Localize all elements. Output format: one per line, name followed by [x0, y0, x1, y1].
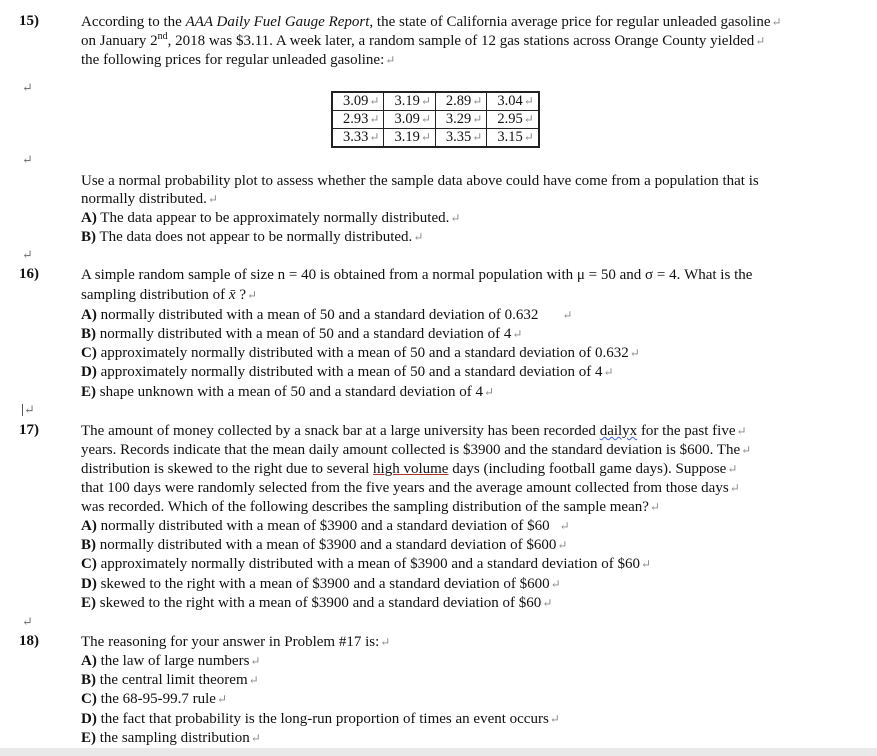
table-row	[332, 111, 539, 129]
question-18-option-a: A) the law of large numbers↵	[81, 653, 261, 669]
return-mark-icon: ↵	[22, 614, 33, 629]
question-17-line-1: The amount of money collected by a snack bar at a large university has been recorded dailyx for the past five↵	[81, 423, 747, 439]
question-17-line-3: distribution is skewed to the right due to several high volume days (including football game days). Suppose↵	[81, 461, 738, 477]
question-16-line-1: A simple random sample of size n = 40 is obtained from a normal population with μ = 50 and σ = 4. What is the	[81, 267, 753, 283]
question-18-line-1: The reasoning for your answer in Problem #17 is:↵	[81, 634, 391, 650]
question-18-option-c: C) the 68-95-99.7 rule↵	[81, 691, 228, 707]
question-17-line-2: years. Records indicate that the mean daily amount collected is $3900 and the standard deviation is $600. The↵	[81, 442, 752, 458]
text-cursor-icon	[22, 404, 23, 416]
question-16-option-a: A) normally distributed with a mean of 50 and a standard deviation of 0.632 ↵	[81, 307, 573, 323]
question-15-line-3: the following prices for regular unleaded gasoline:↵	[81, 52, 396, 68]
question-17-option-d: D) skewed to the right with a mean of $3900 and a standard deviation of $600↵	[81, 576, 561, 592]
question-18-option-e: E) the sampling distribution↵	[81, 730, 261, 746]
table-cell: 3.09↵	[332, 92, 384, 111]
question-15-prompt-1: Use a normal probability plot to assess whether the sample data above could have come from a population that is	[81, 173, 759, 189]
return-mark-icon: ↵	[22, 247, 33, 262]
return-mark-icon: ↵	[24, 402, 35, 417]
return-mark-icon: ↵	[22, 152, 33, 167]
question-17-option-c: C) approximately normally distributed with a mean of $3900 and a standard deviation of $60↵	[81, 556, 652, 572]
question-16-number: 16)	[19, 266, 39, 282]
return-mark-icon: ↵	[385, 53, 396, 67]
question-15-option-b: B) The data does not appear to be normally distributed.↵	[81, 229, 424, 245]
table-row	[332, 92, 539, 111]
table-cell: 2.93↵	[332, 111, 384, 129]
table-cell: 3.19↵	[384, 92, 435, 111]
table-cell: 3.29↵	[435, 111, 486, 129]
question-16-line-2: sampling distribution of x̄ ?↵	[81, 287, 258, 303]
question-18-number: 18)	[19, 633, 39, 649]
source-title: AAA Daily Fuel Gauge Report,	[185, 14, 374, 30]
question-15-number: 15)	[19, 13, 39, 29]
grammar-flag-phrase: high volume	[373, 461, 449, 477]
question-17-line-5: was recorded. Which of the following describes the sampling distribution of the sample mean?↵	[81, 499, 660, 515]
question-16-option-c: C) approximately normally distributed with a mean of 50 and a standard deviation of 0.632↵	[81, 345, 640, 361]
question-17-option-e: E) skewed to the right with a mean of $3900 and a standard deviation of $60↵	[81, 595, 553, 611]
table-cell: 2.95↵	[487, 111, 539, 129]
question-15-prompt-2: normally distributed.↵	[81, 191, 218, 207]
table-cell: 3.04↵	[487, 92, 539, 111]
return-mark-icon: ↵	[22, 80, 33, 95]
question-16-option-d: D) approximately normally distributed with a mean of 50 and a standard deviation of 4↵	[81, 364, 614, 380]
return-mark-icon: ↵	[771, 15, 782, 29]
question-16-option-e: E) shape unknown with a mean of 50 and a standard deviation of 4↵	[81, 384, 495, 400]
question-17-number: 17)	[19, 422, 39, 438]
table-cell: 3.09↵	[384, 111, 435, 129]
table-row	[332, 129, 539, 148]
question-15-option-a: A) The data appear to be approximately normally distributed.↵	[81, 210, 461, 226]
table-cell: 3.33↵	[332, 129, 384, 148]
table-cell: 3.15↵	[487, 129, 539, 148]
question-18-option-d: D) the fact that probability is the long-run proportion of times an event occurs↵	[81, 711, 560, 727]
question-15-line-2: on January 2nd, 2018 was $3.11. A week later, a random sample of 12 gas stations across Orange County yielded↵	[81, 31, 766, 49]
spelling-error-word: dailyx	[599, 423, 638, 439]
question-17-option-b: B) normally distributed with a mean of $3900 and a standard deviation of $600↵	[81, 537, 568, 553]
question-17-line-4: that 100 days were randomly selected from the five years and the average amount collected from those days↵	[81, 480, 740, 496]
page-bottom-margin	[0, 748, 877, 756]
table-cell: 2.89↵	[435, 92, 486, 111]
question-15-line-1: According to the AAA Daily Fuel Gauge Report, the state of California average price for regular unleaded gasoline↵	[81, 14, 782, 30]
question-16-option-b: B) normally distributed with a mean of 50 and a standard deviation of 4↵	[81, 326, 523, 342]
question-17-option-a: A) normally distributed with a mean of $3900 and a standard deviation of $60 ↵	[81, 518, 570, 534]
question-18-option-b: B) the central limit theorem↵	[81, 672, 259, 688]
table-cell: 3.35↵	[435, 129, 486, 148]
gas-price-table	[331, 91, 540, 148]
return-mark-icon: ↵	[755, 34, 766, 48]
table-cell: 3.19↵	[384, 129, 435, 148]
